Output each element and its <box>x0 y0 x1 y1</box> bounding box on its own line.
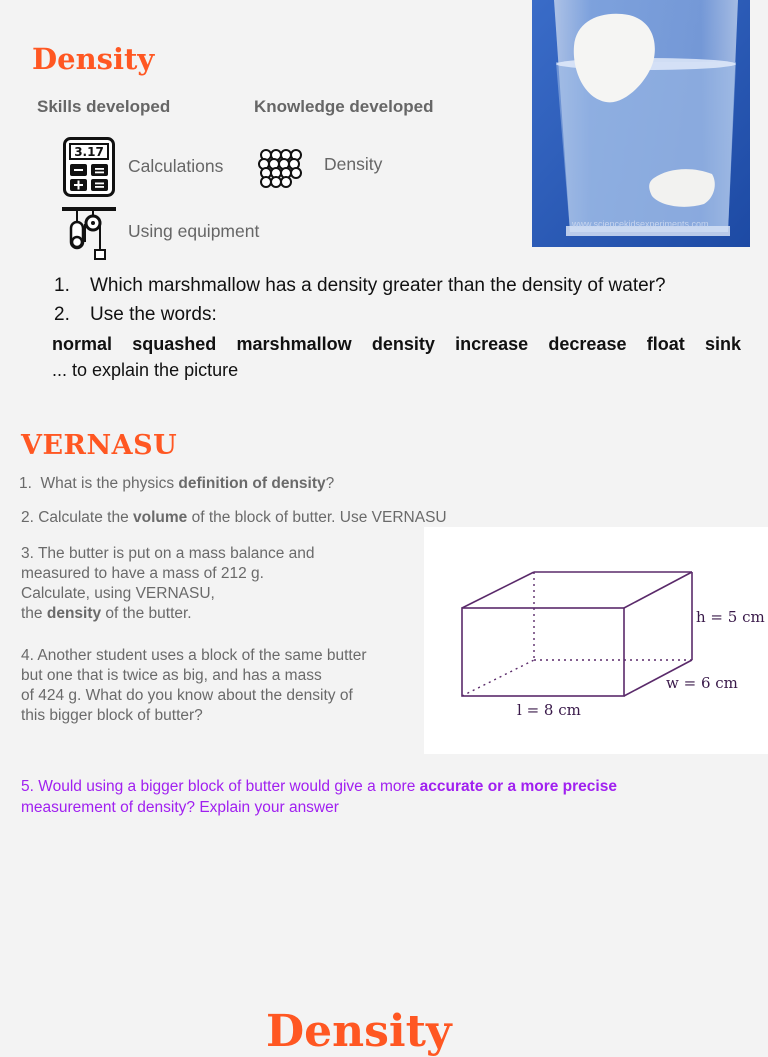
particles-icon <box>258 148 302 188</box>
top-question-2-number: 2. <box>54 304 70 325</box>
marshmallow-photo <box>532 0 750 247</box>
explain-text: ... to explain the picture <box>52 360 239 380</box>
skills-heading: Skills developed <box>37 97 171 116</box>
vernasu-question-4: 4. Another student uses a block of the same butter but one that is twice as big, and has a mass of 424 g. What do you know about the density of this bigger block of butter? <box>21 647 367 724</box>
vernasu-title: VERNASU <box>21 430 178 461</box>
next-page-title: Density <box>266 1006 452 1057</box>
calculator-icon <box>63 137 115 197</box>
photo-watermark: www.sciencekidsexperiments.com <box>572 219 709 229</box>
height-label: h = 5 cm <box>696 608 765 626</box>
top-question-1: Which marshmallow has a density greater than the density of water? <box>90 275 666 296</box>
skill-calculations-label: Calculations <box>128 156 224 176</box>
top-question-2: Use the words: <box>90 304 217 325</box>
pulley-icon <box>61 206 117 262</box>
calculator-display: 3.17 <box>74 145 104 159</box>
vernasu-question-2: 2. Calculate the volume of the block of butter. Use VERNASU <box>21 509 447 526</box>
page-title: Density <box>32 42 155 76</box>
word-list: normal squashed marshmallow density increase decrease float sink <box>52 334 741 354</box>
skill-equipment-label: Using equipment <box>128 221 260 241</box>
width-label: w = 6 cm <box>666 674 738 692</box>
vernasu-question-3: 3. The butter is put on a mass balance and measured to have a mass of 212 g. Calculate, using VERNASU, the density of the butter. <box>21 545 315 622</box>
butter-block-diagram <box>424 527 768 754</box>
next-page-title-clip <box>266 1006 506 1057</box>
vernasu-question-5: 5. Would using a bigger block of butter would give a more accurate or a more precise measurement of density? Explain your answer <box>21 778 617 816</box>
knowledge-heading: Knowledge developed <box>254 97 434 116</box>
length-label: l = 8 cm <box>517 701 581 719</box>
knowledge-density-label: Density <box>324 154 383 174</box>
top-question-1-number: 1. <box>54 275 70 296</box>
vernasu-question-1: 1. What is the physics definition of density? <box>19 475 335 492</box>
